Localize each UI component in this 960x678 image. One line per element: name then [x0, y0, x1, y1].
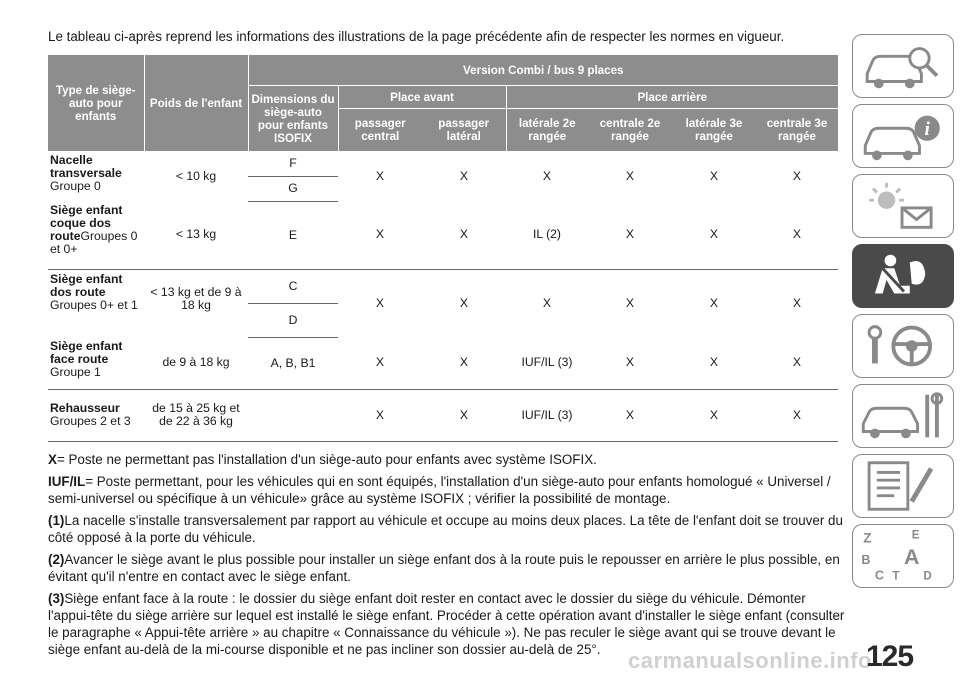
chapter-tab-vehicle[interactable] [852, 34, 954, 98]
chapter-tab-service[interactable] [852, 384, 954, 448]
weight-cell: de 9 à 18 kg [144, 337, 248, 389]
chapter-sidebar [852, 34, 956, 594]
col-header-dims: Dimensions du siège-auto pour enfants ISOFIX [248, 86, 338, 152]
seat-type-name: Siège enfant face route [50, 339, 123, 366]
checklist-icon [853, 455, 953, 517]
seat-group: Groupes 2 et 3 [50, 413, 131, 428]
note-text: Avancer le siège avant le plus possible pour installer un siège enfant dos à la route puis le repousser en arrière le plus possible, en évitant qu'il n'entre en contact avec le siège enfant. [48, 552, 840, 584]
index-letter: A [903, 544, 920, 569]
note-key: (2) [48, 552, 65, 567]
index-letter: T [892, 569, 900, 583]
index-letter: C [874, 568, 884, 583]
value-cell: X [422, 337, 506, 389]
chapter-tab-dashboard[interactable] [852, 174, 954, 238]
value-cell: X [709, 168, 719, 183]
note-1 [48, 512, 848, 546]
seat-group: Groupe 0 [50, 179, 101, 193]
value-cell: X [756, 389, 838, 441]
note-key: (1) [48, 513, 65, 528]
seat-type-name: Rehausseur [50, 400, 120, 415]
value-cell: X [672, 337, 756, 389]
table-row [48, 269, 144, 337]
dims-cell [248, 389, 338, 441]
col-header-seat: centrale 3e rangée [756, 109, 838, 152]
isofix-table [48, 55, 838, 442]
car-info-icon [853, 105, 953, 167]
col-header-seat: centrale 2e rangée [588, 109, 672, 152]
col-header-front: Place avant [338, 86, 506, 109]
watermark: carmanualsonline.info [628, 648, 872, 673]
note-2 [48, 551, 848, 585]
seat-type-name: Nacelle transversale [50, 153, 122, 180]
seat-type-name: Siège enfant coque dos route [50, 203, 123, 243]
value-cell: X [792, 295, 802, 310]
value-cell: X [588, 389, 672, 441]
value-cell: X [756, 337, 838, 389]
index-letter: Z [863, 530, 872, 546]
value-cell: X [672, 389, 756, 441]
value-cell: IL (2) [506, 201, 588, 269]
seat-group: Groupes 0+ et 1 [50, 297, 138, 312]
value-cell: X [422, 201, 506, 269]
dims-cell: F [248, 151, 338, 176]
value-cell: X [542, 168, 552, 183]
intro-text: Le tableau ci-après reprend les informations des illustrations de la page précédente afin de respecter les normes en vigueur. [48, 29, 785, 44]
dims-cell: C [248, 269, 338, 303]
weight-cell: < 10 kg [175, 168, 217, 183]
value-cell: IUF/IL (3) [506, 389, 588, 441]
value-cell: X [422, 389, 506, 441]
value-cell: X [709, 295, 719, 310]
index-letter: B [861, 552, 871, 567]
value-cell: X [756, 201, 838, 269]
chapter-tab-index[interactable] [852, 524, 954, 588]
dashboard-lights-icon [853, 175, 953, 237]
dims-cell: A, B, B1 [248, 337, 338, 389]
value-cell: X [459, 168, 469, 183]
key-steering-wheel-icon [853, 315, 953, 377]
note-iuf [48, 473, 848, 507]
value-cell: X [338, 337, 422, 389]
value-cell: X [588, 201, 672, 269]
value-cell: X [588, 337, 672, 389]
value-cell: X [338, 389, 422, 441]
table-row [48, 389, 144, 441]
value-cell: X [792, 168, 802, 183]
col-header-seat: latérale 2e rangée [506, 109, 588, 152]
chapter-tab-safety[interactable] [852, 244, 954, 308]
index-letter: D [923, 569, 932, 583]
seat-type-name: Siège enfant dos route [50, 271, 123, 299]
value-cell: X [338, 201, 422, 269]
note-key: IUF/IL [48, 474, 86, 489]
dims-cell: D [248, 303, 338, 337]
col-header-type: Type de siège-auto pour enfants [48, 55, 144, 151]
seat-group: Groupe 1 [50, 365, 101, 379]
value-cell: X [375, 168, 385, 183]
index-letter: E [911, 528, 920, 542]
value-cell: X [459, 295, 469, 310]
table-row [48, 151, 144, 201]
table-row [48, 337, 144, 389]
alphabetical-index-icon [853, 525, 953, 587]
page-number: 125 [866, 640, 914, 673]
weight-cell: de 15 à 25 kg et de 22 à 36 kg [144, 389, 248, 441]
weight-cell: < 13 kg et de 9 à 18 kg [150, 284, 242, 312]
col-header-seat: latérale 3e rangée [672, 109, 756, 152]
weight-cell: < 13 kg [144, 201, 248, 269]
value-cell: X [375, 295, 385, 310]
car-search-icon [853, 35, 953, 97]
chapter-tab-starting[interactable] [852, 314, 954, 378]
note-key: (3) [48, 591, 65, 606]
value-cell: X [625, 295, 635, 310]
col-header-rear: Place arrière [506, 86, 838, 109]
table-row [48, 201, 144, 269]
col-header-seat: passager central [338, 109, 422, 152]
dims-cell: G [248, 176, 338, 201]
seat-group: Groupes 0 et 0+ [50, 229, 138, 256]
value-cell: IUF/IL (3) [506, 337, 588, 389]
value-cell: X [542, 295, 552, 310]
note-x [48, 451, 848, 468]
table-title: Version Combi / bus 9 places [248, 55, 838, 86]
dims-cell: E [248, 201, 338, 269]
safety-airbag-icon [853, 245, 953, 307]
chapter-tab-technical[interactable] [852, 454, 954, 518]
car-service-icon [853, 385, 953, 447]
value-cell: X [672, 201, 756, 269]
note-key: X [48, 452, 57, 467]
col-header-weight: Poids de l'enfant [144, 55, 248, 151]
note-text: La nacelle s'installe transversalement par rapport au véhicule et occupe au moins deux places. La tête de l'enfant doit se trouver du côté opposé à la porte du véhicule. [48, 513, 843, 545]
note-text: = Poste permettant, pour les véhicules qui en sont équipés, l'installation d'un siège-auto pour enfants homologué « Universel / semi-universel ou spécifique à un véhicule» grâce au système ISOFIX ; vérifier la possibilité de montage. [48, 474, 831, 506]
value-cell: X [625, 168, 635, 183]
chapter-tab-info[interactable] [852, 104, 954, 168]
note-text: Siège enfant face à la route : le dossier du siège enfant doit rester en contact avec le dossier du siège du véhicule. Démonter l'appui-tête du siège arrière sur lequel est installé le siège enfant. Procéder à cette opération avant d'installer le siège enfant (consulter le paragraphe « Appui-tête arrière » au chapitre « Connaissance du véhicule »). Ne pas reculer le siège avant qui se trouve devant le siège enfant au-delà de la mi-course disponible et ne pas incliner son dossier au-delà de 25°. [48, 591, 845, 657]
note-text: = Poste ne permettant pas l'installation d'un siège-auto pour enfants avec système ISOFIX. [56, 452, 597, 467]
legend-notes [48, 451, 848, 663]
svg-text:i: i [924, 119, 930, 141]
col-header-seat: passager latéral [422, 109, 506, 152]
